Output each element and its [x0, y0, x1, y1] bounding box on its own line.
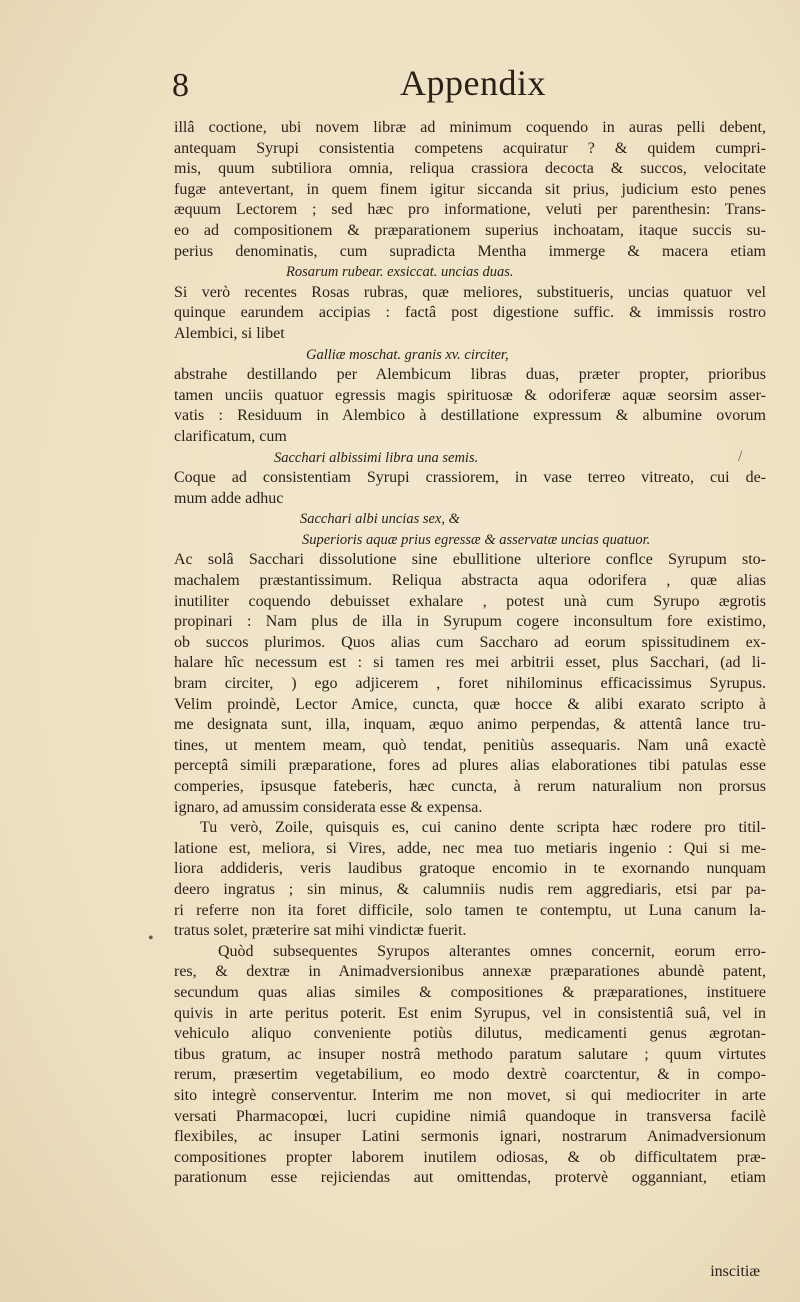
text-line: Quòd subsequentes Syrupos alterantes omnes concernit, eorum erro-	[218, 942, 766, 960]
text-line: Alembici, si libet	[174, 324, 285, 342]
text-line: res, & dextræ in Animadversionibus annexæ præparationes abundè patent,	[174, 963, 766, 981]
text-line: Superioris aquæ prius egressæ & asservatæ uncias quatuor.	[302, 531, 651, 548]
text-line: tines, ut mentem meam, quò tendat, penitiùs assequaris. Nam unâ exactè	[174, 736, 766, 754]
text-line: inutiliter coquendo debuisset exhalare , potest unà cum Syrupo ægrotis	[174, 592, 766, 610]
text-line: deero ingratus ; sin minus, & calumniis nudis rem aggrediaris, etsi par pa-	[174, 880, 766, 898]
text-line: latione est, meliora, si Vires, adde, nec mea tuo metiaris ingenio : Qui si me-	[174, 839, 766, 857]
text-line: quinque earundem accipias : factâ post digestione suffic. & immissis rostro	[174, 304, 766, 322]
text-line: Ac solâ Sacchari dissolutione sine ebullitione ulteriore conflce Syrupum sto-	[174, 551, 766, 569]
text-line: tibus gratum, ac insuper nostrâ methodo paratum salutare ; quum virtutes	[174, 1045, 766, 1063]
text-line: illâ coctione, ubi novem libræ ad minimum coquendo in auras pelli debent,	[174, 119, 766, 136]
text-line: compositiones propter laborem inutilem odiosas, & ob difficultatem præ-	[174, 1148, 766, 1166]
text-line: me designata sunt, illa, inquam, æquo animo perpendas, & attentâ lance tru-	[174, 716, 766, 734]
text-line: secundum quas alias similes & compositiones & præparationes, instituere	[174, 983, 766, 1001]
text-line: tratus solet, præterire sat mihi vindictæ fuerit.	[174, 922, 467, 940]
text-line: versati Pharmacopœi, lucri cupidine nimiâ quandoque in transversa facilè	[174, 1107, 766, 1125]
text-line: abstrahe destillando per Alembicum libras duas, præter propter, prioribus	[174, 366, 766, 384]
text-line: ignaro, ad amussim considerata esse & expensa.	[174, 798, 483, 816]
text-line: rerum, præsertim vegetabilium, eo modo dextrè coarctentur, & in compo-	[174, 1066, 766, 1084]
text-line: perius denominatis, cum supradicta Mentha immerge & macera etiam	[174, 242, 766, 260]
text-line: quivis in arte peritus poterit. Est enim Syrupus, vel in consistentiâ suâ, vel in	[174, 1004, 766, 1022]
text-line: æquum Lectorem ; sed hæc pro informatione, veluti per parenthesin: Trans-	[174, 201, 766, 219]
text-line: machalem præstantissimum. Reliqua abstracta aqua odorifera , quæ alias	[174, 572, 766, 590]
text-line: Rosarum rubear. exsiccat. uncias duas.	[286, 264, 514, 281]
text-line: ri referre non ita foret difficile, solo tamen te contemptu, ut Luna canum la-	[174, 901, 766, 919]
text-line: Si verò recentes Rosas rubras, quæ meliores, substitueris, uncias quatuor vel	[174, 283, 766, 301]
text-line: tamen unciis quatuor egressis magis spirituosæ & odoriferæ aquæ seorsim asser-	[174, 386, 766, 404]
text-line: comperies, ipsusque fateberis, hæc cuncta, à rerum naturalium non prorsus	[174, 778, 766, 795]
text-line: parationum esse rejiciendas aut omittendas, protervè ogganniant, etiam	[174, 1169, 766, 1187]
margin-tick-mark: /	[738, 448, 743, 465]
text-line: bram circiter, ) ego adjicerem , foret nihilominus efficacissimus Syrupus.	[174, 675, 766, 693]
text-line: perceptâ simili præparatione, fores ad plures alias elaborationes tibi patulas esse	[174, 757, 766, 775]
text-line: propinari : Nam plus de illa in Syrupum cogere inconsultum fore existimo,	[174, 613, 766, 631]
text-line: Sacchari albi uncias sex, &	[300, 511, 460, 528]
text-line: ob succos plurimos. Quos alias cum Saccharo ad eorum spissitudinem ex-	[174, 633, 766, 651]
text-line: liora addideris, veris laudibus gratoque encomio in te exornando nunquam	[174, 860, 766, 878]
text-line: Velim proindè, Lector Amice, cuncta, quæ hocce & alibi exarato scripto à	[174, 695, 766, 713]
text-line: eo ad compositionem & præparationem superius inchoatam, itaque succis su-	[174, 221, 766, 239]
text-line: Tu verò, Zoile, quisquis es, cui canino dente scripta hæc rodere pro titil-	[200, 819, 766, 837]
text-line: mum adde adhuc	[174, 489, 284, 507]
catchword: inscitiæ	[710, 1263, 760, 1280]
text-line: fugæ antevertant, in quem finem igitur siccanda sit prius, judicium esto penes	[174, 180, 766, 198]
text-line: sito integrè conserventur. Interim me non movet, si qui mediocriter in arte	[174, 1086, 766, 1104]
text-line: vehiculo aliquo conveniente potiùs dilutus, medicamenti genus ægrotan-	[174, 1025, 766, 1043]
text-line: Coque ad consistentiam Syrupi crassiorem, in vase terreo vitreato, cui de-	[174, 469, 766, 487]
page-number: 8	[172, 67, 189, 104]
text-line: halare hîc necessum est : si tamen res mei arbitrii esset, plus Sacchari, (ad li-	[174, 654, 766, 672]
text-line: vatis : Residuum in Alembico à destillatione expressum & albumine ovorum	[174, 407, 766, 425]
body-text	[174, 118, 766, 1189]
text-line: flexibiles, ac insuper Latini sermonis ignari, nostrarum Animadversionum	[174, 1128, 766, 1146]
text-line: clarificatum, cum	[174, 427, 287, 445]
text-line: mis, quum subtiliora omnia, reliqua crassiora decocta & succos, velocitate	[174, 160, 766, 178]
margin-dot-mark: •	[148, 930, 154, 947]
running-head: Appendix	[400, 63, 546, 103]
text-line: Galliæ moschat. granis xv. circiter,	[306, 346, 509, 363]
text-line: Sacchari albissimi libra una semis.	[274, 449, 479, 466]
text-line: antequam Syrupi consistentia competens acquiratur ? & quidem cumpri-	[174, 139, 766, 157]
